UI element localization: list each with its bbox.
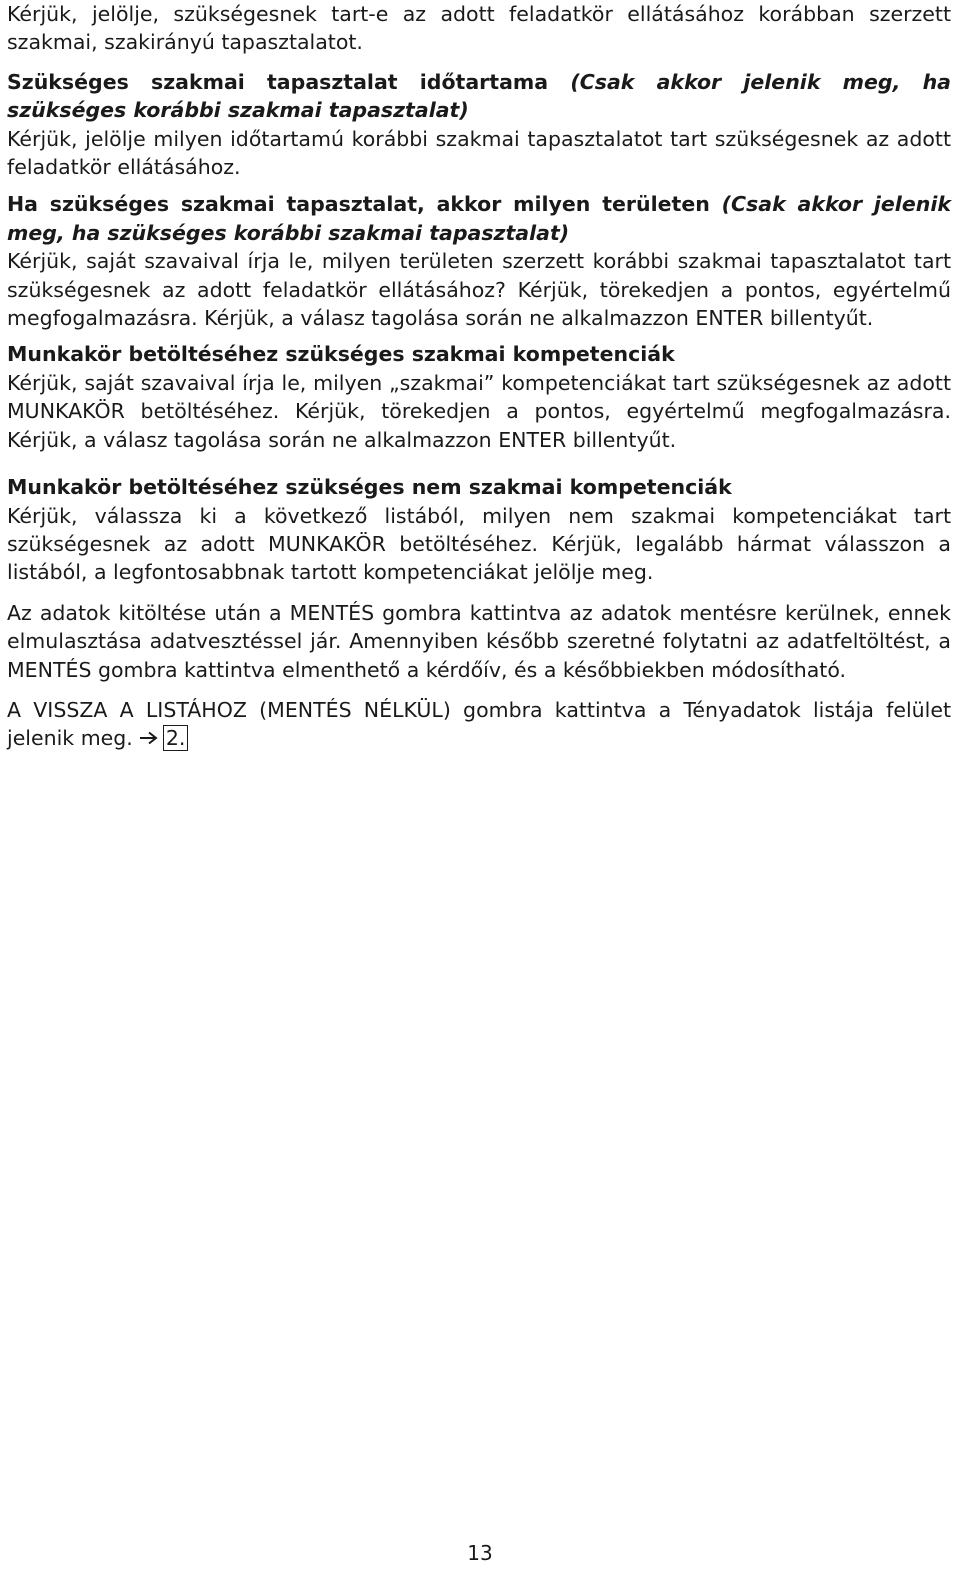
section-text: Kérjük, saját szavaival írja le, milyen területen szerzett korábbi szakmai tapasztalatot tart szükségesnek az adott feladatkör ellátásához? Kérjük, törekedjen a pontos, egyértelmű megfogalmazásra. Kérjük, a válasz tagolása során ne alkalmazzon ENTER billentyűt. bbox=[7, 249, 951, 331]
section-note: (Csak akkor jelenik meg, ha szükséges korábbi szakmai tapasztalat) bbox=[7, 192, 951, 245]
section-title: Munkakör betöltéséhez szükséges szakmai kompetenciák bbox=[7, 342, 675, 367]
section-experience-area bbox=[7, 190, 951, 332]
section-heading bbox=[7, 473, 951, 501]
section-title: Szükséges szakmai tapasztalat időtartama bbox=[7, 69, 549, 94]
arrow-right-icon bbox=[139, 724, 159, 752]
section-professional-competencies bbox=[7, 340, 951, 454]
section-text: Kérjük, saját szavaival írja le, milyen „szakmai” kompetenciákat tart szükségesnek az adott MUNKAKÖR betöltéséhez. Kérjük, törekedjen a pontos, egyértelmű megfogalmazásra. Kérjük, a válasz tagolása során ne alkalmazzon ENTER billentyűt. bbox=[7, 370, 951, 452]
page-number: 13 bbox=[467, 1541, 493, 1565]
back-paragraph-text: A VISSZA A LISTÁHOZ (MENTÉS NÉLKÜL) gombra kattintva a Tényadatok listája felület jelenik meg. bbox=[7, 697, 951, 751]
section-title: Ha szükséges szakmai tapasztalat, akkor milyen területen bbox=[7, 192, 710, 217]
section-text: Kérjük, válassza ki a következő listából, milyen nem szakmai kompetenciákat tart szükségesnek az adott MUNKAKÖR betöltéséhez. Kérjük, legalább hármat válasszon a listából, a legfontosabbnak tartott kompetenciákat jelölje meg. bbox=[7, 503, 951, 585]
section-experience-duration bbox=[7, 68, 951, 182]
section-title: Munkakör betöltéséhez szükséges nem szakmai kompetenciák bbox=[7, 475, 732, 500]
section-reference-link[interactable]: 2. bbox=[163, 725, 189, 751]
back-paragraph bbox=[7, 696, 951, 753]
section-non-professional-competencies bbox=[7, 473, 951, 587]
intro-paragraph: Kérjük, jelölje, szükségesnek tart-e az adott feladatkör ellátásához korábban szerzett szakmai, szakirányú tapasztalatot. bbox=[7, 2, 951, 55]
section-text: Kérjük, jelölje milyen időtartamú korábbi szakmai tapasztalatot tart szükségesnek az adott feladatkör ellátásához. bbox=[7, 126, 951, 180]
section-note: (Csak akkor jelenik meg, ha szükséges korábbi szakmai tapasztalat) bbox=[7, 69, 952, 123]
section-heading bbox=[7, 190, 951, 247]
document-page bbox=[7, 0, 951, 753]
section-heading bbox=[7, 68, 951, 125]
section-heading bbox=[7, 340, 951, 368]
save-paragraph: Az adatok kitöltése után a MENTÉS gombra kattintva az adatok mentésre kerülnek, ennek elmulasztása adatvesztéssel jár. Amennyiben később szeretné folytatni az adatfeltöltést, a MENTÉS gombra kattintva elmenthető a kérdőív, és a későbbiekben módosítható. bbox=[7, 600, 951, 682]
